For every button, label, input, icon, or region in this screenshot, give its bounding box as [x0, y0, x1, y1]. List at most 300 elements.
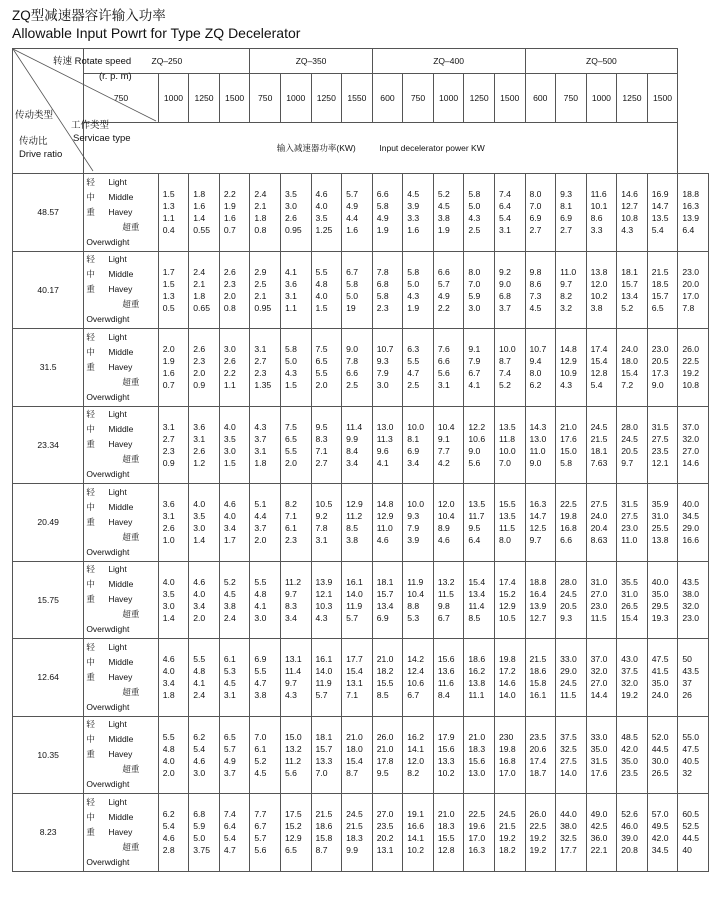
power-value: 2.0	[162, 767, 175, 778]
power-value: 15.4	[346, 666, 363, 677]
power-values-cell	[433, 251, 464, 329]
power-values-cell	[250, 174, 281, 252]
power-values-cell	[433, 561, 464, 639]
power-values-cell	[342, 329, 373, 407]
power-value: 22.5	[468, 809, 486, 820]
power-value: 46.0	[621, 821, 638, 832]
power-value: 6.9	[254, 654, 267, 665]
power-value: 29.0	[560, 666, 577, 677]
power-values-cell	[189, 639, 220, 717]
power-values-cell	[372, 329, 403, 407]
power-value: 5.8	[376, 290, 389, 301]
power-value: 5.7	[254, 833, 267, 844]
power-value: 8.1	[560, 201, 573, 212]
power-value: 13.3	[315, 755, 333, 766]
condition-middle-en: Middle	[108, 811, 134, 822]
power-value: 7.9	[407, 523, 420, 534]
table-row	[13, 794, 709, 872]
power-value: 8.0	[498, 535, 511, 546]
condition-light-en: Light	[108, 176, 127, 187]
power-value: 5.7	[223, 743, 236, 754]
power-values-cell	[647, 406, 678, 484]
power-values-cell	[280, 716, 311, 794]
power-value: 1.3	[162, 290, 175, 301]
power-value: 15.6	[468, 755, 486, 766]
power-value: 4.7	[407, 368, 420, 379]
power-values-cell	[586, 251, 617, 329]
power-value: 12.9	[498, 600, 516, 611]
power-value: 6.6	[437, 356, 450, 367]
power-values-cell	[617, 794, 648, 872]
power-value: 13.8	[468, 678, 486, 689]
power-values-cell	[617, 251, 648, 329]
power-value: 5.2	[498, 380, 511, 391]
power-values-cell	[311, 251, 342, 329]
condition-middle-cn: 中	[86, 346, 95, 357]
power-value: 1.4	[162, 612, 175, 623]
power-title-cn: 输入减速器功率(KW)	[276, 143, 356, 153]
drive-ratio-cell: 12.64	[13, 639, 84, 717]
power-value: 11.6	[437, 678, 454, 689]
power-value: 1.1	[223, 380, 236, 391]
power-value: 9.0	[346, 344, 359, 355]
power-value: 16.8	[498, 755, 516, 766]
power-values-cell	[189, 561, 220, 639]
power-value: 40.0	[682, 499, 700, 510]
power-value: 32.0	[682, 433, 700, 444]
power-values-cell	[403, 716, 434, 794]
power-value: 13.1	[376, 845, 394, 856]
power-value: 6.1	[223, 654, 236, 665]
power-value: 11.2	[284, 576, 302, 587]
condition-middle-cn: 中	[86, 269, 95, 280]
condition-middle-cn: 中	[86, 579, 95, 590]
power-value: 5.3	[407, 612, 420, 623]
power-value: 7.5	[315, 344, 328, 355]
table-row	[13, 406, 709, 484]
power-value: 22.5	[560, 499, 577, 510]
power-values-cell	[280, 561, 311, 639]
power-value: 4.0	[193, 588, 206, 599]
power-values-cell	[556, 716, 587, 794]
power-values-cell	[494, 484, 525, 562]
power-value: 5.5	[254, 666, 267, 677]
power-value: 31.5	[590, 755, 608, 766]
power-values-cell	[158, 174, 189, 252]
power-value: 4.0	[315, 201, 328, 212]
model-header-zq-350: ZQ–350	[250, 49, 372, 74]
power-values-cell	[280, 639, 311, 717]
power-values-cell	[464, 794, 495, 872]
power-value: 1.9	[376, 225, 389, 236]
condition-light	[86, 252, 157, 267]
power-value: 24.5	[560, 588, 577, 599]
power-value: 9.5	[376, 767, 389, 778]
power-value: 6.4	[498, 201, 511, 212]
power-value: 39.0	[621, 833, 638, 844]
power-values-cell	[647, 174, 678, 252]
power-value: 41.5	[651, 666, 669, 677]
condition-light-cn: 轻	[86, 564, 95, 575]
power-value: 1.5	[315, 302, 328, 313]
power-value: 7.1	[315, 445, 328, 456]
power-value: 16.9	[651, 189, 669, 200]
power-value: 11.6	[590, 189, 607, 200]
power-value: 3.4	[346, 457, 359, 468]
power-value: 4.3	[284, 368, 297, 379]
power-value: 5.4	[651, 225, 664, 236]
power-value: 4.3	[560, 380, 573, 391]
power-value: 5.4	[590, 380, 603, 391]
power-value: 7.0	[315, 767, 328, 778]
power-value: 35.9	[651, 499, 669, 510]
condition-heavy-cn: 重	[86, 206, 95, 217]
power-values-cell	[647, 561, 678, 639]
power-value: 17.3	[651, 368, 669, 379]
power-value: 9.5	[468, 523, 481, 534]
power-values-cell	[433, 174, 464, 252]
condition-light	[86, 407, 157, 422]
power-value: 18.1	[621, 266, 638, 277]
power-value: 2.0	[193, 612, 206, 623]
power-value: 10.7	[529, 344, 547, 355]
condition-overweight-cn: 超重	[122, 609, 140, 620]
power-values-cell	[464, 329, 495, 407]
power-value: 8.5	[376, 690, 389, 701]
power-value: 16.1	[346, 576, 363, 587]
power-values-cell	[647, 329, 678, 407]
power-value: 8.4	[437, 690, 450, 701]
power-value: 5.1	[254, 499, 267, 510]
power-value: 49.5	[651, 821, 669, 832]
power-value: 3.7	[223, 767, 236, 778]
condition-overweight-cn: 超重	[122, 299, 140, 310]
power-values-cell	[219, 716, 250, 794]
power-value: 21.0	[437, 809, 455, 820]
power-values-cell	[250, 561, 281, 639]
condition-overweight-en: Overwdight	[86, 469, 130, 480]
power-values-cell	[280, 174, 311, 252]
power-title-en: Input decelerator power KW	[379, 143, 485, 153]
speed-header: 600	[525, 74, 556, 123]
power-value: 19.1	[407, 809, 424, 820]
power-value: 5.6	[437, 368, 450, 379]
power-value: 11.5	[590, 612, 607, 623]
power-value: 15.4	[346, 755, 363, 766]
power-value: 27.0	[682, 445, 700, 456]
power-value: 4.3	[621, 225, 634, 236]
power-value: 30.0	[651, 755, 669, 766]
power-value: 43.5	[682, 576, 700, 587]
power-value: 6.4	[468, 535, 481, 546]
power-value: 2.2	[437, 302, 450, 313]
condition-heavy-cn: 重	[86, 594, 95, 605]
power-value: 24.0	[590, 511, 608, 522]
condition-overweight-en: Overwdight	[86, 546, 130, 557]
power-value: 13.5	[498, 511, 516, 522]
power-value: 4.0	[162, 666, 175, 677]
power-value: 9.2	[315, 511, 328, 522]
power-value: 37	[682, 678, 692, 689]
power-value: 7.1	[284, 511, 297, 522]
condition-overweight-en: Overwdight	[86, 779, 130, 790]
power-value: 18.5	[651, 278, 669, 289]
power-values-cell	[494, 406, 525, 484]
power-value: 17.4	[529, 755, 547, 766]
power-value: 4.1	[468, 380, 481, 391]
power-value: 5.5	[407, 356, 420, 367]
power-value: 60.5	[682, 809, 700, 820]
power-value: 4.3	[315, 612, 328, 623]
power-value: 18.3	[346, 833, 363, 844]
power-value: 4.0	[223, 421, 236, 432]
power-value: 6.6	[346, 368, 359, 379]
power-value: 14.0	[560, 767, 577, 778]
condition-heavy	[86, 205, 157, 220]
power-value: 37.0	[590, 654, 608, 665]
condition-light-en: Light	[108, 486, 127, 497]
power-value: 47.5	[651, 654, 669, 665]
power-value: 7.5	[284, 421, 297, 432]
power-values-cell	[372, 251, 403, 329]
power-values-cell	[219, 251, 250, 329]
power-value: 18.3	[437, 821, 455, 832]
power-values-cell	[433, 639, 464, 717]
power-value: 8.63	[590, 535, 608, 546]
power-value: 32.0	[682, 600, 700, 611]
power-value: 5.5	[284, 445, 297, 456]
power-value: 1.9	[162, 356, 175, 367]
power-value: 8.7	[315, 845, 328, 856]
condition-heavy	[86, 282, 157, 297]
power-value: 26.0	[682, 344, 700, 355]
power-values-cell	[189, 174, 220, 252]
power-value: 3.4	[223, 523, 236, 534]
power-value: 28.0	[560, 576, 577, 587]
power-value: 7.8	[346, 356, 359, 367]
power-values-cell	[494, 794, 525, 872]
power-value: 23.0	[590, 600, 608, 611]
power-value: 3.5	[193, 511, 206, 522]
power-value: 21.0	[346, 731, 363, 742]
power-value: 3.8	[437, 213, 450, 224]
power-value: 10.8	[621, 213, 638, 224]
condition-middle-cn: 中	[86, 191, 95, 202]
power-value: 10.2	[590, 290, 608, 301]
speed-header: 750	[556, 74, 587, 123]
power-value: 0.9	[193, 380, 206, 391]
power-values-cell	[556, 251, 587, 329]
power-values-cell	[586, 639, 617, 717]
power-value: 8.1	[407, 433, 420, 444]
power-value: 16.2	[468, 666, 486, 677]
power-values-cell	[403, 251, 434, 329]
power-value: 3.4	[162, 678, 175, 689]
power-value: 6.4	[223, 821, 236, 832]
power-value: 13.5	[498, 421, 516, 432]
power-values-cell	[678, 406, 709, 484]
power-value: 22.5	[682, 356, 700, 367]
power-values-cell	[586, 406, 617, 484]
power-values-cell	[647, 716, 678, 794]
power-value: 32.0	[621, 678, 638, 689]
service-type-cell	[84, 251, 158, 329]
condition-heavy-cn: 重	[86, 671, 95, 682]
speed-header: 1000	[158, 74, 189, 123]
power-value: 9.7	[560, 278, 573, 289]
power-value: 17.7	[560, 845, 577, 856]
power-value: 10.5	[498, 612, 516, 623]
power-value: 19.2	[498, 833, 516, 844]
power-values-cell	[250, 406, 281, 484]
power-value: 7.0	[498, 457, 511, 468]
power-values-cell	[494, 251, 525, 329]
power-values-cell	[617, 329, 648, 407]
power-value: 4.6	[376, 535, 389, 546]
power-values-cell	[372, 639, 403, 717]
power-value: 8.6	[590, 213, 603, 224]
condition-middle	[86, 500, 157, 515]
power-value: 6.3	[407, 344, 420, 355]
drive-ratio-cell: 20.49	[13, 484, 84, 562]
power-value: 43.5	[682, 666, 700, 677]
power-value: 20.5	[560, 600, 577, 611]
condition-light-cn: 轻	[86, 409, 95, 420]
power-value: 21.0	[468, 731, 486, 742]
power-value: 8.0	[468, 266, 481, 277]
power-value: 22.1	[590, 845, 608, 856]
power-value: 37.5	[560, 731, 577, 742]
power-values-cell	[311, 561, 342, 639]
condition-overweight-cn: 超重	[122, 221, 140, 232]
power-value: 3.1	[162, 421, 175, 432]
power-value: 13.4	[468, 588, 486, 599]
condition-light-cn: 轻	[86, 254, 95, 265]
power-value: 40.0	[651, 576, 669, 587]
corner-rpm-label: (r. p. m)	[99, 71, 132, 82]
power-value: 3.9	[407, 535, 420, 546]
power-value: 0.95	[284, 225, 302, 236]
power-value: 5.7	[437, 278, 450, 289]
power-values-cell	[158, 484, 189, 562]
power-values-cell	[678, 329, 709, 407]
power-value: 12.0	[407, 755, 424, 766]
power-value: 12.0	[437, 499, 455, 510]
condition-heavy-en: Havey	[108, 826, 133, 837]
power-value: 16.2	[407, 731, 424, 742]
power-values-cell	[311, 794, 342, 872]
power-values-cell	[556, 329, 587, 407]
power-value: 8.3	[315, 433, 328, 444]
power-value: 16.1	[529, 690, 547, 701]
power-values-cell	[433, 484, 464, 562]
service-type-cell	[84, 639, 158, 717]
condition-light-cn: 轻	[86, 176, 95, 187]
power-value: 13.9	[315, 576, 333, 587]
power-value: 5.0	[193, 833, 206, 844]
power-value: 4.9	[437, 290, 450, 301]
condition-heavy	[86, 515, 157, 530]
power-value: 5.4	[223, 833, 236, 844]
power-value: 4.6	[162, 654, 175, 665]
power-value: 16.6	[407, 821, 424, 832]
power-value: 6.7	[468, 368, 481, 379]
power-value: 3.8	[346, 535, 359, 546]
power-value: 3.1	[498, 225, 511, 236]
corner-speed-en: Rotate speed	[74, 56, 132, 67]
power-value: 23.0	[651, 344, 669, 355]
power-value: 8.5	[346, 523, 359, 534]
condition-overweight-cn: 超重	[122, 686, 140, 697]
power-values-cell	[586, 561, 617, 639]
power-values-cell	[158, 561, 189, 639]
power-value: 29.5	[651, 600, 669, 611]
power-values-cell	[433, 794, 464, 872]
power-value: 10.2	[437, 767, 455, 778]
power-value: 2.6	[284, 213, 297, 224]
power-value: 1.5	[284, 380, 297, 391]
power-value: 5.4	[193, 743, 206, 754]
power-value: 49.0	[590, 809, 608, 820]
power-value: 0.65	[193, 302, 210, 313]
power-value: 1.6	[162, 368, 175, 379]
power-values-cell	[311, 716, 342, 794]
corner-work-en-label: Servicae type	[73, 133, 131, 144]
power-value: 7.4	[498, 189, 511, 200]
condition-overweight-cn: 超重	[122, 841, 140, 852]
power-value: 19.2	[682, 368, 700, 379]
power-value: 4.0	[162, 755, 175, 766]
power-value: 5.7	[346, 189, 359, 200]
power-value: 10.2	[407, 845, 424, 856]
condition-middle	[86, 267, 157, 282]
power-value: 3.1	[193, 433, 206, 444]
condition-middle-en: Middle	[108, 269, 134, 280]
power-value: 12.8	[590, 368, 608, 379]
power-value: 3.0	[193, 523, 206, 534]
power-value: 14.2	[407, 654, 424, 665]
power-value: 5.2	[254, 755, 267, 766]
power-value: 2.3	[376, 302, 389, 313]
power-value: 37.0	[682, 421, 700, 432]
power-value: 9.7	[284, 588, 297, 599]
condition-middle	[86, 577, 157, 592]
power-value: 18.1	[315, 731, 333, 742]
power-value: 7.6	[437, 344, 450, 355]
condition-light	[86, 640, 157, 655]
condition-heavy	[86, 360, 157, 375]
power-values-cell	[678, 251, 709, 329]
power-value: 3.6	[193, 421, 206, 432]
power-value: 6.2	[193, 731, 206, 742]
condition-overweight-en: Overwdight	[86, 624, 130, 635]
power-value: 2.0	[315, 380, 328, 391]
power-values-cell	[525, 251, 556, 329]
power-value: 2.5	[346, 380, 359, 391]
power-value: 15.6	[437, 743, 455, 754]
power-value: 52.0	[651, 731, 669, 742]
power-value: 10.8	[682, 380, 700, 391]
power-values-cell	[342, 251, 373, 329]
power-value: 5.0	[284, 356, 297, 367]
power-value: 17.9	[437, 731, 455, 742]
speed-header: 750	[250, 74, 281, 123]
power-values-cell	[372, 484, 403, 562]
power-value: 3.1	[223, 690, 236, 701]
power-values-cell	[158, 794, 189, 872]
power-value: 32.5	[560, 833, 577, 844]
power-value: 23.5	[621, 767, 638, 778]
